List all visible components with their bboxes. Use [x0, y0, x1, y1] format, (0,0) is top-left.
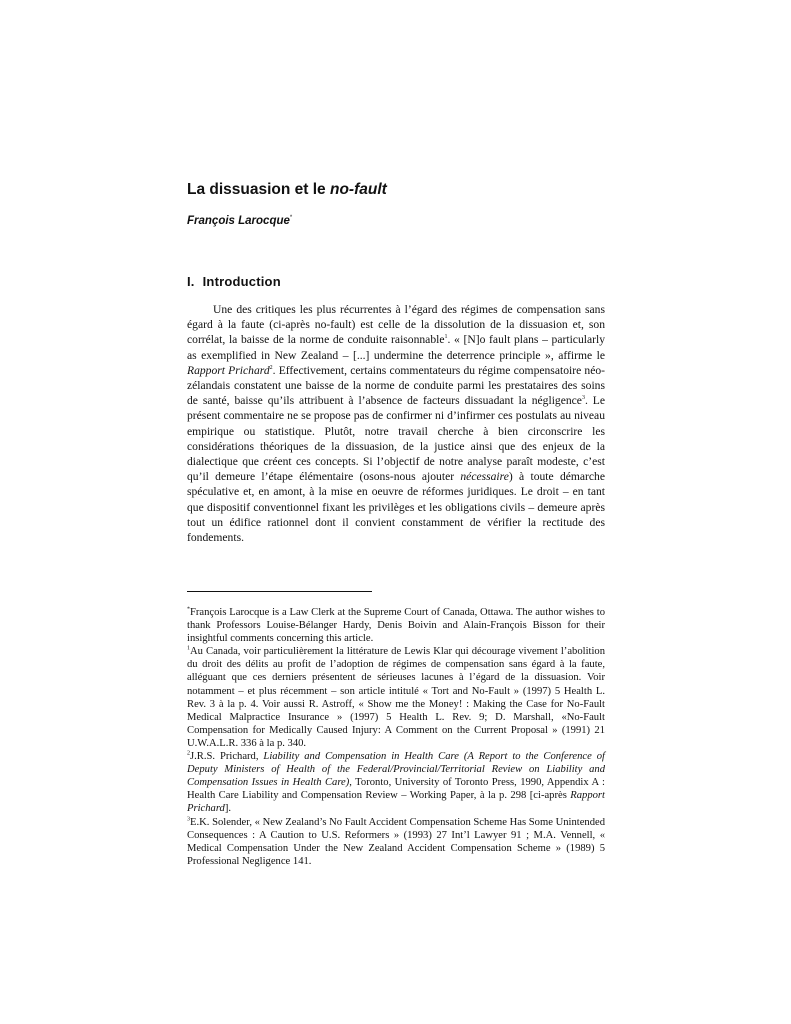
introduction-paragraph — [187, 302, 605, 545]
paragraph-text-4: . Le présent commentaire ne se propose pas de confirmer ni d’infirmer ces postulats au niveau empirique ou statistique. Plutôt, notre travail cherche à bien circonscrire les considérations théoriques de la dissuasion, de la justice ainsi que des enjeux de la dialectique que créent ces concepts. Si l’objectif de notre analyse paraît modeste, c’est qu’il demeure l’étape élémentaire (osons-nous ajouter — [187, 394, 605, 484]
article-author — [187, 215, 292, 227]
footnotes — [187, 606, 605, 868]
paragraph-text-5: ) à toute démarche spéculative et, en amont, à la mise en oeuvre de réformes juridiques. Le droit – en tant que dispositif conventionnel fixant les privilèges et les obligations civils – demeure après tout un édifice rationnel dont il convient constamment de vérifier la rectitude des fondements. — [187, 470, 605, 545]
footnote-text: J.R.S. Prichard, — [190, 751, 264, 763]
footnote-italic-title: Liability and Compensation in Health Care (A Report to the Conference of Deputy Ministers of Health of the Federal/Provincial/Territorial Review on Liability and Compensation Issues in Health Care) — [187, 751, 605, 789]
author-name: François Larocque — [187, 215, 290, 227]
footnote-ref-2: 2 — [269, 364, 273, 371]
paragraph-italic-rapport: Rapport Prichard — [187, 363, 270, 377]
article-title-italic: no-fault — [330, 181, 387, 198]
section-heading — [187, 274, 281, 289]
footnote-ref-1: 1 — [444, 334, 448, 341]
paragraph-text-2: . « [N]o fault plans – particularly as exemplified in New Zealand – [...] undermine the deterrence principle », affirme le — [187, 333, 605, 362]
author-footnote-mark: * — [289, 215, 293, 222]
paragraph-italic-necessaire: nécessaire — [460, 470, 509, 484]
footnote-separator — [187, 591, 372, 592]
footnote-3 — [187, 816, 605, 868]
footnote-italic-rapport: Rapport Prichard — [187, 790, 605, 815]
footnote-text: Au Canada, voir particulièrement la littérature de Lewis Klar qui décourage vivement l’abolition du droit des délits au profit de l’adoption de régimes de compensation sans égard à la faute, alléguant que ces derniers présentent de sérieuses lacunes à l’égard de la dissuasion. Voir notamment – et plus récemment – son article intitulé « Tort and No-Fault » (1997) 5 Health L. Rev. 3 à la p. 4. Voir aussi R. Astroff, « Show me the Money! : Making the Case for No-Fault Medical Malpractice Insurance » (1997) 5 Health L. Rev. 9; D. Marshall, «No-Fault Compensation for Medically Caused Injury: A Comment on the Current Proposal » (1991) 21 U.W.A.L.R. 336 à la p. 340. — [187, 646, 605, 749]
section-number: I. — [187, 274, 195, 289]
article-title-text: La dissuasion et le — [187, 181, 330, 198]
footnote-mark: * — [187, 606, 190, 613]
footnote-1 — [187, 645, 605, 750]
footnote-author — [187, 606, 605, 645]
footnote-text: E.K. Solender, « New Zealand’s No Fault Accident Compensation Scheme Has Some Unintended Consequences : A Caution to U.S. Reformers » (1993) 27 Int’l Lawyer 91 ; M.A. Vennell, « Medical Compensation Under the New Zealand Accident Compensation Scheme » (1989) 5 Professional Negligence 141. — [187, 816, 605, 867]
footnote-text: , Toronto, University of Toronto Press, 1990, Appendix A : Health Care Liability and Compensation Review – Working Paper, à la p. 298 [ci-après — [187, 777, 605, 802]
footnote-mark: 3 — [187, 815, 190, 822]
footnote-text: ]. — [224, 803, 232, 815]
article-title — [187, 181, 387, 199]
footnote-mark: 1 — [187, 645, 190, 652]
footnote-ref-3: 3 — [581, 395, 585, 402]
paragraph-text-3: . Effectivement, certains commentateurs du régime compensatoire néo-zélandais constatent une baisse de la norme de conduite parmi les prestataires des soins de santé, baisse qu’ils attribuent à l’absence de facteurs dissuadant la négligence — [187, 363, 605, 408]
section-title: Introduction — [202, 274, 281, 289]
footnote-text: François Larocque is a Law Clerk at the Supreme Court of Canada, Ottawa. The author wishes to thank Professors Louise-Bélanger Hardy, Denis Boivin and Alain-François Bisson for their insightful comments concerning this article. — [187, 607, 605, 645]
paragraph-text-1: Une des critiques les plus récurrentes à l’égard des régimes de compensation sans égard à la faute (ci-après no-fault) est celle de la dissolution de la dissuasion et, son corrélat, la baisse de la norme de conduite raisonnable — [187, 303, 605, 347]
footnote-2 — [187, 750, 605, 815]
footnote-mark: 2 — [187, 750, 190, 757]
